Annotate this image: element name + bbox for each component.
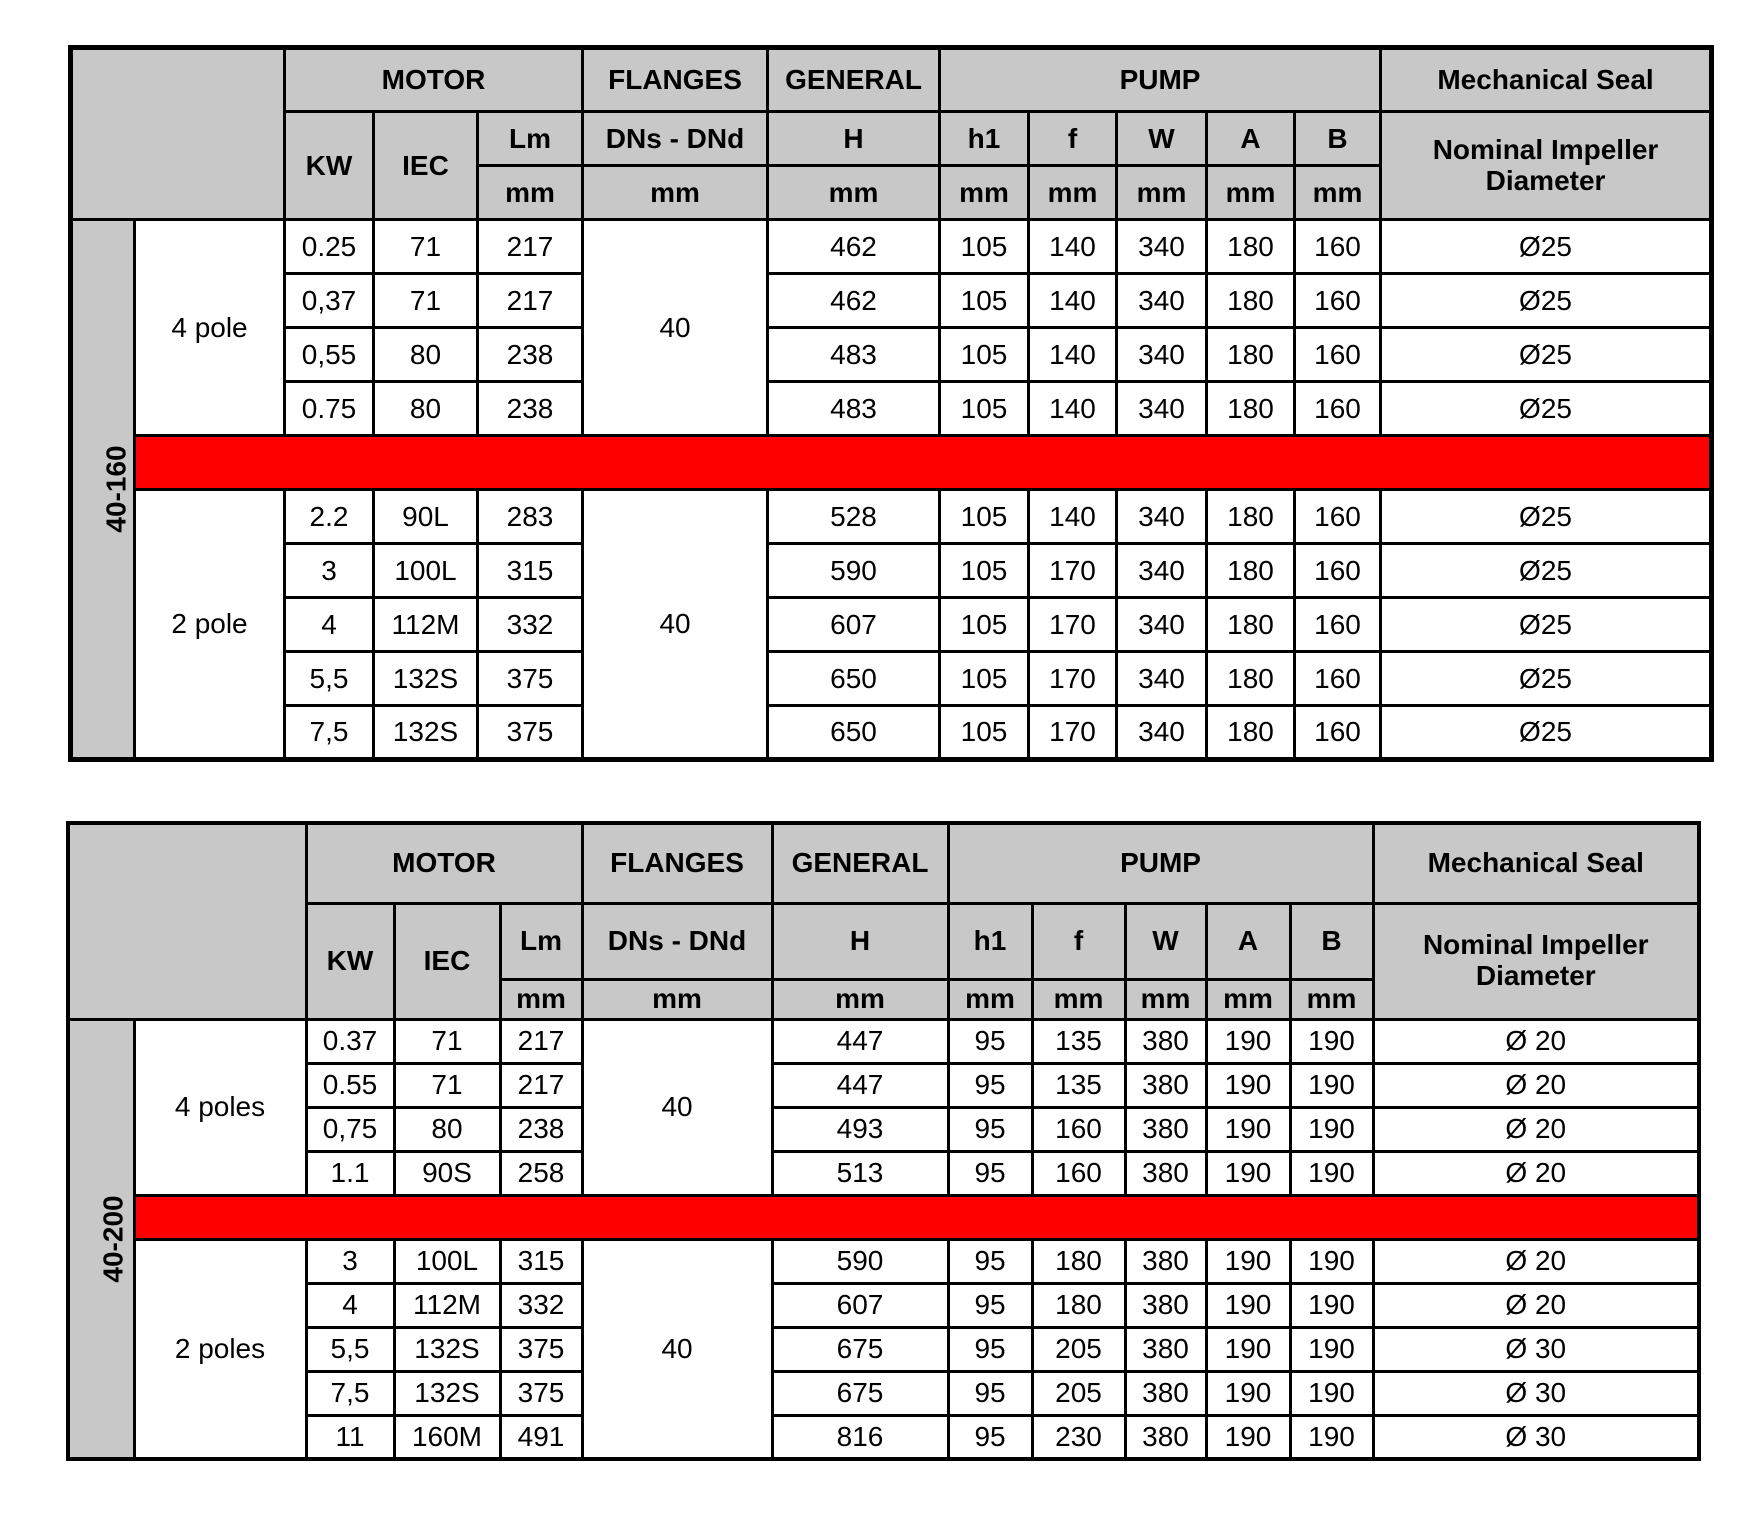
h1-header: h1 xyxy=(948,903,1032,979)
cell: 380 xyxy=(1125,1019,1206,1063)
cell: Ø 30 xyxy=(1373,1415,1699,1459)
cell: 4 xyxy=(306,1283,394,1327)
cell: 380 xyxy=(1125,1063,1206,1107)
cell: 95 xyxy=(948,1415,1032,1459)
cell: 0.37 xyxy=(306,1019,394,1063)
table-row xyxy=(68,1107,1699,1151)
cell: Ø 30 xyxy=(1373,1327,1699,1371)
cell: Ø 20 xyxy=(1373,1283,1699,1327)
cell: 332 xyxy=(478,598,583,652)
separator-row xyxy=(71,436,1712,490)
a-header: A xyxy=(1207,112,1295,166)
cell: 5,5 xyxy=(285,652,374,706)
cell: 71 xyxy=(394,1019,500,1063)
seal-header: Mechanical Seal xyxy=(1381,48,1712,112)
cell: 180 xyxy=(1207,220,1295,274)
cell: 140 xyxy=(1029,490,1117,544)
a-header: A xyxy=(1206,903,1290,979)
cell: 380 xyxy=(1125,1371,1206,1415)
cell: 160 xyxy=(1295,220,1381,274)
table-row xyxy=(71,274,1712,328)
cell: 816 xyxy=(772,1415,948,1459)
seal-header: Mechanical Seal xyxy=(1373,823,1699,903)
flange-value: 40 xyxy=(582,1239,772,1459)
motor-header: MOTOR xyxy=(306,823,582,903)
cell: 90L xyxy=(374,490,478,544)
flange-value: 40 xyxy=(583,490,768,760)
cell: 170 xyxy=(1029,544,1117,598)
spec-table-40-160 xyxy=(68,45,1714,762)
cell: 160 xyxy=(1295,544,1381,598)
cell: 95 xyxy=(948,1327,1032,1371)
a-unit: mm xyxy=(1207,166,1295,220)
cell: 105 xyxy=(940,220,1029,274)
cell: 190 xyxy=(1206,1239,1290,1283)
lm-unit: mm xyxy=(478,166,583,220)
model-label: 40-200 xyxy=(97,1195,129,1283)
cell: 180 xyxy=(1207,490,1295,544)
cell: 90S xyxy=(394,1151,500,1195)
h-unit: mm xyxy=(768,166,940,220)
b-header: B xyxy=(1290,903,1373,979)
cell: 170 xyxy=(1029,598,1117,652)
cell: 315 xyxy=(478,544,583,598)
cell: 7,5 xyxy=(285,706,374,760)
cell: 0,37 xyxy=(285,274,374,328)
cell: 675 xyxy=(772,1371,948,1415)
cell: 160 xyxy=(1295,328,1381,382)
cell: Ø 30 xyxy=(1373,1371,1699,1415)
cell: 340 xyxy=(1117,382,1207,436)
cell: 160 xyxy=(1295,490,1381,544)
cell: 190 xyxy=(1290,1151,1373,1195)
table-row xyxy=(68,1283,1699,1327)
flange-value: 40 xyxy=(583,220,768,436)
cell: 95 xyxy=(948,1283,1032,1327)
cell: 0.55 xyxy=(306,1063,394,1107)
cell: 95 xyxy=(948,1019,1032,1063)
cell: 230 xyxy=(1032,1415,1125,1459)
cell: Ø25 xyxy=(1381,706,1712,760)
cell: 190 xyxy=(1290,1283,1373,1327)
cell: 0,55 xyxy=(285,328,374,382)
cell: 95 xyxy=(948,1151,1032,1195)
cell: 71 xyxy=(374,220,478,274)
cell: 80 xyxy=(394,1107,500,1151)
cell: 190 xyxy=(1206,1415,1290,1459)
cell: 160 xyxy=(1295,598,1381,652)
cell: 132S xyxy=(394,1327,500,1371)
cell: 190 xyxy=(1290,1371,1373,1415)
cell: 190 xyxy=(1206,1107,1290,1151)
f-header: f xyxy=(1032,903,1125,979)
a-unit: mm xyxy=(1206,979,1290,1019)
cell: 105 xyxy=(940,652,1029,706)
cell: 190 xyxy=(1290,1019,1373,1063)
table-row xyxy=(68,1327,1699,1371)
dns-header: DNs - DNd xyxy=(582,903,772,979)
cell: 95 xyxy=(948,1107,1032,1151)
cell: 380 xyxy=(1125,1151,1206,1195)
cell: 160 xyxy=(1295,706,1381,760)
cell: 105 xyxy=(940,382,1029,436)
cell: 675 xyxy=(772,1327,948,1371)
h1-unit: mm xyxy=(940,166,1029,220)
b-header: B xyxy=(1295,112,1381,166)
model-label-cell xyxy=(71,220,135,760)
general-header: GENERAL xyxy=(768,48,940,112)
cell: 80 xyxy=(374,382,478,436)
table-row xyxy=(71,706,1712,760)
red-separator xyxy=(134,1195,1699,1239)
cell: 340 xyxy=(1117,328,1207,382)
kw-header: KW xyxy=(285,112,374,220)
cell: 135 xyxy=(1032,1019,1125,1063)
cell: 160 xyxy=(1295,274,1381,328)
cell: 105 xyxy=(940,274,1029,328)
cell: 607 xyxy=(768,598,940,652)
flanges-header: FLANGES xyxy=(582,823,772,903)
table-row xyxy=(71,544,1712,598)
cell: 238 xyxy=(500,1107,582,1151)
cell: 105 xyxy=(940,328,1029,382)
cell: 190 xyxy=(1290,1239,1373,1283)
cell: 180 xyxy=(1207,706,1295,760)
cell: 483 xyxy=(768,328,940,382)
cell: 112M xyxy=(374,598,478,652)
cell: 258 xyxy=(500,1151,582,1195)
cell: Ø25 xyxy=(1381,328,1712,382)
cell: 217 xyxy=(478,274,583,328)
cell: 590 xyxy=(768,544,940,598)
cell: 1.1 xyxy=(306,1151,394,1195)
red-separator xyxy=(135,436,1712,490)
cell: 160 xyxy=(1295,652,1381,706)
cell: 528 xyxy=(768,490,940,544)
cell: 380 xyxy=(1125,1239,1206,1283)
cell: 180 xyxy=(1207,328,1295,382)
cell: 160 xyxy=(1295,382,1381,436)
cell: 190 xyxy=(1290,1063,1373,1107)
cell: 0.25 xyxy=(285,220,374,274)
cell: 180 xyxy=(1207,598,1295,652)
cell: 0.75 xyxy=(285,382,374,436)
cell: 238 xyxy=(478,382,583,436)
cell: 315 xyxy=(500,1239,582,1283)
spec-table-40-200 xyxy=(66,821,1701,1461)
cell: 71 xyxy=(374,274,478,328)
cell: 140 xyxy=(1029,274,1117,328)
flanges-header: FLANGES xyxy=(583,48,768,112)
cell: 380 xyxy=(1125,1283,1206,1327)
cell: 190 xyxy=(1290,1107,1373,1151)
lm-header: Lm xyxy=(500,903,582,979)
h-unit: mm xyxy=(772,979,948,1019)
pole-group-label: 4 pole xyxy=(135,220,285,436)
cell: 340 xyxy=(1117,652,1207,706)
cell: Ø25 xyxy=(1381,490,1712,544)
dns-unit: mm xyxy=(583,166,768,220)
cell: 340 xyxy=(1117,598,1207,652)
cell: Ø25 xyxy=(1381,274,1712,328)
cell: 3 xyxy=(285,544,374,598)
cell: 190 xyxy=(1206,1151,1290,1195)
cell: 135 xyxy=(1032,1063,1125,1107)
table-row xyxy=(71,598,1712,652)
cell: Ø25 xyxy=(1381,220,1712,274)
cell: 447 xyxy=(772,1019,948,1063)
h-header: H xyxy=(768,112,940,166)
w-unit: mm xyxy=(1117,166,1207,220)
cell: 170 xyxy=(1029,652,1117,706)
table-row xyxy=(68,1415,1699,1459)
h1-unit: mm xyxy=(948,979,1032,1019)
pump-header: PUMP xyxy=(940,48,1381,112)
cell: 7,5 xyxy=(306,1371,394,1415)
cell: 105 xyxy=(940,706,1029,760)
cell: 2.2 xyxy=(285,490,374,544)
cell: 238 xyxy=(478,328,583,382)
table-row xyxy=(71,220,1712,274)
cell: 483 xyxy=(768,382,940,436)
pole-group-label: 4 poles xyxy=(134,1019,306,1195)
lm-unit: mm xyxy=(500,979,582,1019)
cell: 375 xyxy=(478,652,583,706)
cell: 140 xyxy=(1029,220,1117,274)
w-unit: mm xyxy=(1125,979,1206,1019)
cell: 105 xyxy=(940,598,1029,652)
flange-value: 40 xyxy=(582,1019,772,1195)
cell: 217 xyxy=(478,220,583,274)
iec-header: IEC xyxy=(394,903,500,1019)
cell: 190 xyxy=(1290,1415,1373,1459)
f-header: f xyxy=(1029,112,1117,166)
cell: 140 xyxy=(1029,382,1117,436)
corner-cell xyxy=(71,48,285,220)
cell: 95 xyxy=(948,1239,1032,1283)
cell: 180 xyxy=(1207,274,1295,328)
cell: 180 xyxy=(1207,652,1295,706)
cell: 0,75 xyxy=(306,1107,394,1151)
kw-header: KW xyxy=(306,903,394,1019)
cell: 340 xyxy=(1117,220,1207,274)
cell: 170 xyxy=(1029,706,1117,760)
dns-header: DNs - DNd xyxy=(583,112,768,166)
cell: 340 xyxy=(1117,274,1207,328)
f-unit: mm xyxy=(1032,979,1125,1019)
cell: 132S xyxy=(374,706,478,760)
w-header: W xyxy=(1125,903,1206,979)
cell: 491 xyxy=(500,1415,582,1459)
cell: 95 xyxy=(948,1371,1032,1415)
cell: 650 xyxy=(768,652,940,706)
cell: 160 xyxy=(1032,1151,1125,1195)
pump-header: PUMP xyxy=(948,823,1373,903)
lm-header: Lm xyxy=(478,112,583,166)
cell: 180 xyxy=(1207,544,1295,598)
cell: 462 xyxy=(768,274,940,328)
cell: Ø25 xyxy=(1381,598,1712,652)
cell: 190 xyxy=(1290,1327,1373,1371)
cell: 513 xyxy=(772,1151,948,1195)
w-header: W xyxy=(1117,112,1207,166)
cell: 71 xyxy=(394,1063,500,1107)
table-row xyxy=(71,328,1712,382)
cell: Ø 20 xyxy=(1373,1019,1699,1063)
impeller-header: Nominal Impeller Diameter xyxy=(1381,112,1712,220)
pole-group-label: 2 pole xyxy=(135,490,285,760)
pole-group-label: 2 poles xyxy=(134,1239,306,1459)
cell: Ø 20 xyxy=(1373,1151,1699,1195)
cell: 80 xyxy=(374,328,478,382)
cell: 332 xyxy=(500,1283,582,1327)
dns-unit: mm xyxy=(582,979,772,1019)
cell: 190 xyxy=(1206,1019,1290,1063)
cell: 100L xyxy=(394,1239,500,1283)
cell: 132S xyxy=(374,652,478,706)
table-row xyxy=(71,652,1712,706)
cell: 105 xyxy=(940,544,1029,598)
cell: 375 xyxy=(500,1371,582,1415)
table-row xyxy=(68,1239,1699,1283)
model-label-cell xyxy=(68,1019,134,1459)
table-row xyxy=(68,1371,1699,1415)
cell: 375 xyxy=(500,1327,582,1371)
model-label: 40-160 xyxy=(100,445,132,533)
cell: 217 xyxy=(500,1019,582,1063)
cell: 180 xyxy=(1032,1283,1125,1327)
table-row xyxy=(68,1063,1699,1107)
general-header: GENERAL xyxy=(772,823,948,903)
cell: 380 xyxy=(1125,1107,1206,1151)
cell: 180 xyxy=(1032,1239,1125,1283)
cell: 375 xyxy=(478,706,583,760)
cell: 4 xyxy=(285,598,374,652)
cell: 112M xyxy=(394,1283,500,1327)
cell: 190 xyxy=(1206,1371,1290,1415)
corner-cell xyxy=(68,823,306,1019)
cell: 283 xyxy=(478,490,583,544)
cell: 140 xyxy=(1029,328,1117,382)
cell: 190 xyxy=(1206,1063,1290,1107)
iec-header: IEC xyxy=(374,112,478,220)
table-row xyxy=(71,382,1712,436)
h1-header: h1 xyxy=(940,112,1029,166)
f-unit: mm xyxy=(1029,166,1117,220)
cell: 217 xyxy=(500,1063,582,1107)
impeller-header: Nominal Impeller Diameter xyxy=(1373,903,1699,1019)
cell: 650 xyxy=(768,706,940,760)
cell: 95 xyxy=(948,1063,1032,1107)
cell: 607 xyxy=(772,1283,948,1327)
cell: 105 xyxy=(940,490,1029,544)
cell: 447 xyxy=(772,1063,948,1107)
cell: 132S xyxy=(394,1371,500,1415)
cell: 5,5 xyxy=(306,1327,394,1371)
cell: 190 xyxy=(1206,1283,1290,1327)
cell: 380 xyxy=(1125,1415,1206,1459)
b-unit: mm xyxy=(1295,166,1381,220)
cell: 340 xyxy=(1117,706,1207,760)
cell: 493 xyxy=(772,1107,948,1151)
table-row xyxy=(71,490,1712,544)
cell: 590 xyxy=(772,1239,948,1283)
cell: 380 xyxy=(1125,1327,1206,1371)
cell: Ø25 xyxy=(1381,544,1712,598)
table-row xyxy=(68,1019,1699,1063)
cell: 3 xyxy=(306,1239,394,1283)
cell: 160M xyxy=(394,1415,500,1459)
cell: Ø 20 xyxy=(1373,1107,1699,1151)
cell: 190 xyxy=(1206,1327,1290,1371)
table-row xyxy=(68,1151,1699,1195)
cell: 462 xyxy=(768,220,940,274)
cell: 180 xyxy=(1207,382,1295,436)
cell: 100L xyxy=(374,544,478,598)
cell: 205 xyxy=(1032,1327,1125,1371)
cell: Ø25 xyxy=(1381,652,1712,706)
cell: Ø 20 xyxy=(1373,1063,1699,1107)
b-unit: mm xyxy=(1290,979,1373,1019)
cell: 340 xyxy=(1117,490,1207,544)
cell: Ø25 xyxy=(1381,382,1712,436)
cell: 160 xyxy=(1032,1107,1125,1151)
h-header: H xyxy=(772,903,948,979)
motor-header: MOTOR xyxy=(285,48,583,112)
cell: Ø 20 xyxy=(1373,1239,1699,1283)
separator-row xyxy=(68,1195,1699,1239)
cell: 11 xyxy=(306,1415,394,1459)
cell: 205 xyxy=(1032,1371,1125,1415)
cell: 340 xyxy=(1117,544,1207,598)
